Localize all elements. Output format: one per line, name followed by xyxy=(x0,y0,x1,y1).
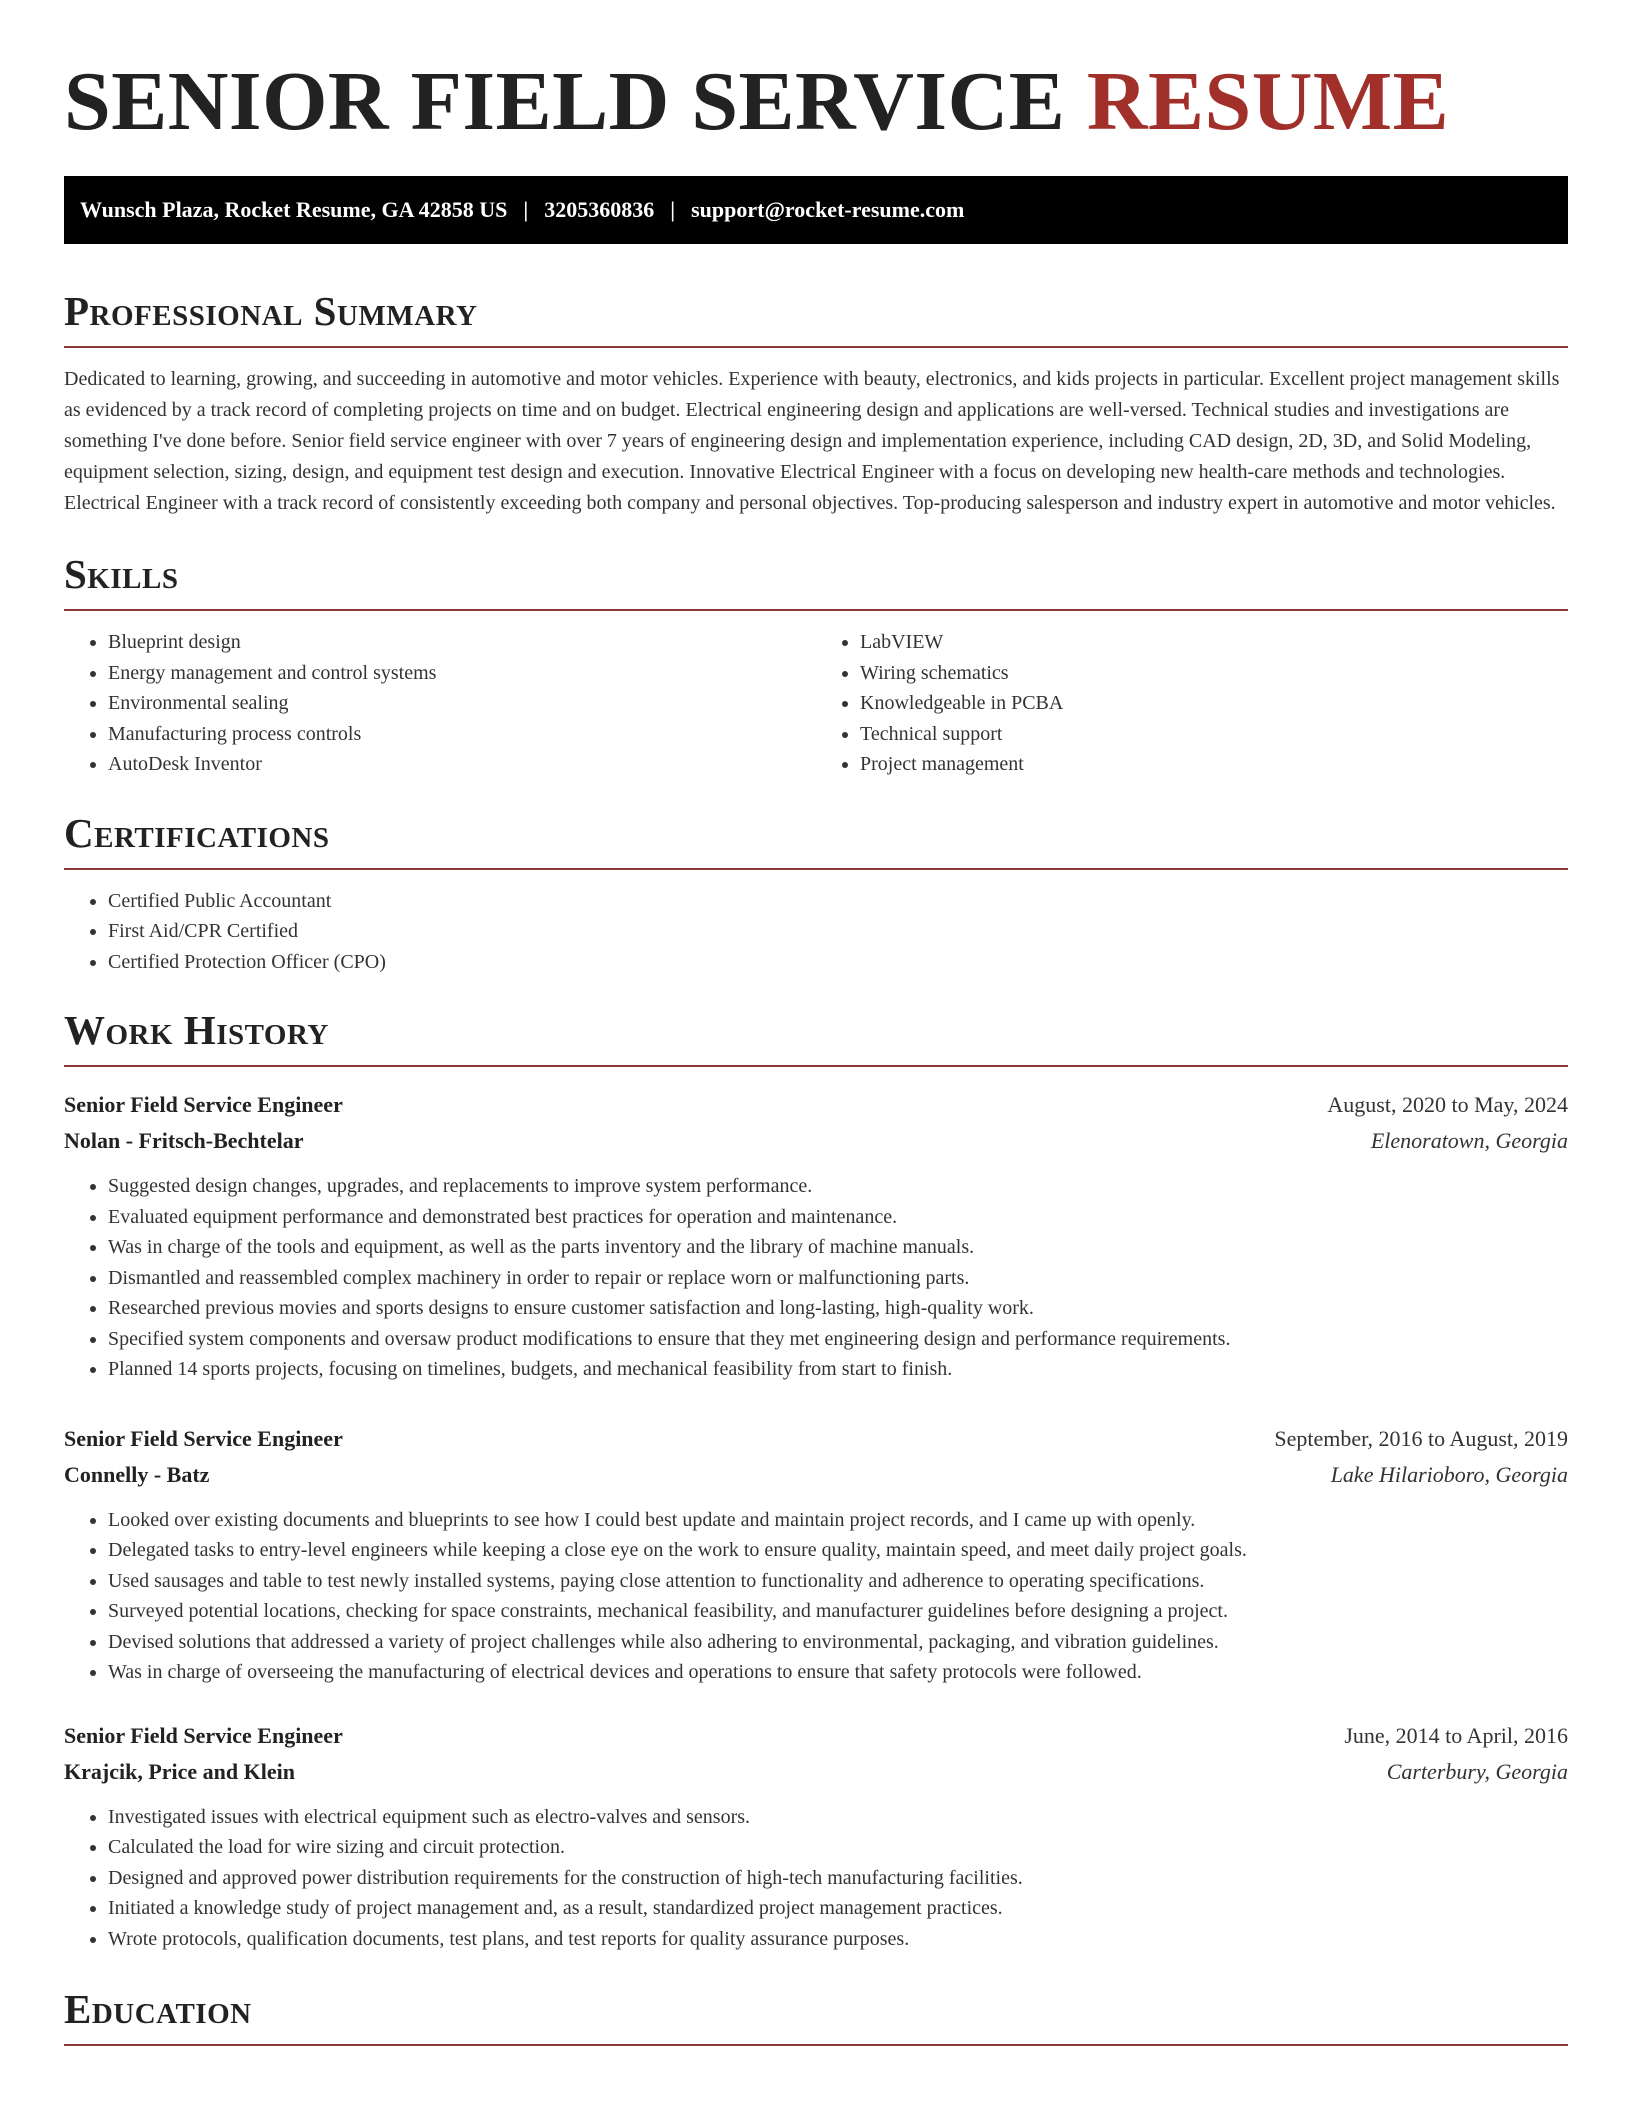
job-bullet: • Investigated issues with electrical equipment such as electro-valves and sensors. xyxy=(108,1802,1568,1833)
job-header-row xyxy=(64,1421,1568,1457)
skill-item: • AutoDesk Inventor xyxy=(108,749,816,780)
contact-separator: | xyxy=(523,197,529,222)
job-entry xyxy=(64,1421,1568,1688)
education-section xyxy=(64,1984,1568,2046)
job-bullet: • Was in charge of the tools and equipment, as well as the parts inventory and the library of machine manuals. xyxy=(108,1232,1568,1263)
job-bullet: • Suggested design changes, upgrades, and replacements to improve system performance. xyxy=(108,1171,1568,1202)
certifications-section xyxy=(64,808,1568,978)
job-company-row xyxy=(64,1754,1568,1790)
job-location: Lake Hilarioboro, Georgia xyxy=(1330,1461,1568,1487)
skill-item: • Project management xyxy=(860,749,1568,780)
job-bullet: • Delegated tasks to entry-level engineers while keeping a close eye on the work to ensure quality, maintain speed, and meet daily project goals. xyxy=(108,1535,1568,1566)
section-title-summary: Professional Summary xyxy=(64,288,478,334)
contact-address: Wunsch Plaza, Rocket Resume, GA 42858 US xyxy=(80,197,508,222)
job-company: Krajcik, Price and Klein xyxy=(64,1758,295,1784)
skill-item: • Environmental sealing xyxy=(108,688,816,719)
job-company-row xyxy=(64,1457,1568,1493)
section-title-skills: Skills xyxy=(64,551,179,597)
job-dates: September, 2016 to August, 2019 xyxy=(1274,1425,1568,1451)
job-bullet: • Initiated a knowledge study of project management and, as a result, standardized project management practices. xyxy=(108,1893,1568,1924)
job-bullets xyxy=(64,1802,1568,1955)
job-bullet: • Specified system components and oversaw product modifications to ensure that they met engineering design and performance requirements. xyxy=(108,1324,1568,1355)
job-location: Carterbury, Georgia xyxy=(1386,1758,1568,1784)
skill-item: • Technical support xyxy=(860,719,1568,750)
certification-item: • Certified Public Accountant xyxy=(108,886,1568,917)
section-title-work-history: Work History xyxy=(64,1007,329,1053)
section-title-certifications: Certifications xyxy=(64,809,330,856)
job-company: Connelly - Batz xyxy=(64,1461,210,1487)
section-title-education: Education xyxy=(64,1986,252,2032)
job-dates: June, 2014 to April, 2016 xyxy=(1344,1722,1568,1748)
contact-email: support@rocket-resume.com xyxy=(691,197,965,222)
work-history-section xyxy=(64,1005,1568,1954)
skill-item: • Wiring schematics xyxy=(860,658,1568,689)
skill-item: • Energy management and control systems xyxy=(108,658,816,689)
job-bullet: • Looked over existing documents and blueprints to see how I could best update and maintain project records, and I came up with openly. xyxy=(108,1505,1568,1536)
title-main: SENIOR FIELD SERVICE xyxy=(64,55,1066,148)
section-divider xyxy=(64,346,1568,348)
skill-item: • Knowledgeable in PCBA xyxy=(860,688,1568,719)
resume-title xyxy=(64,52,1568,152)
job-bullet: • Used sausages and table to test newly installed systems, paying close attention to functionality and adherence to operating specifications. xyxy=(108,1566,1568,1597)
certification-item: • Certified Protection Officer (CPO) xyxy=(108,947,1568,978)
job-location: Elenoratown, Georgia xyxy=(1370,1128,1568,1153)
job-bullet: • Was in charge of overseeing the manufacturing of electrical devices and operations to ensure that safety protocols were followed. xyxy=(108,1657,1568,1688)
job-bullets xyxy=(64,1505,1568,1688)
section-divider xyxy=(64,868,1568,870)
job-bullet: • Designed and approved power distribution requirements for the construction of high-tech manufacturing facilities. xyxy=(108,1863,1568,1894)
job-bullet: • Researched previous movies and sports designs to ensure customer satisfaction and long-lasting, high-quality work. xyxy=(108,1293,1568,1324)
contact-phone: 3205360836 xyxy=(544,197,655,222)
job-bullets xyxy=(64,1171,1568,1385)
job-title: Senior Field Service Engineer xyxy=(64,1092,343,1117)
job-bullet: • Calculated the load for wire sizing and circuit protection. xyxy=(108,1832,1568,1863)
section-divider xyxy=(64,1065,1568,1067)
skill-item: • Blueprint design xyxy=(108,627,816,658)
skill-item: • Manufacturing process controls xyxy=(108,719,816,750)
title-accent: RESUME xyxy=(1086,55,1450,148)
job-title: Senior Field Service Engineer xyxy=(64,1722,343,1748)
section-divider xyxy=(64,2044,1568,2046)
job-entry xyxy=(64,1087,1568,1385)
skills-list-left xyxy=(64,627,816,780)
job-bullet: • Planned 14 sports projects, focusing on timelines, budgets, and mechanical feasibility from start to finish. xyxy=(108,1354,1568,1385)
summary-section xyxy=(64,286,1568,519)
skill-item: • LabVIEW xyxy=(860,627,1568,658)
certification-item: • First Aid/CPR Certified xyxy=(108,916,1568,947)
job-header-row xyxy=(64,1087,1568,1123)
section-divider xyxy=(64,609,1568,611)
skills-section xyxy=(64,549,1568,780)
job-entry xyxy=(64,1718,1568,1955)
job-bullet: • Dismantled and reassembled complex machinery in order to repair or replace worn or malfunctioning parts. xyxy=(108,1263,1568,1294)
job-header-row xyxy=(64,1718,1568,1754)
job-bullet: • Surveyed potential locations, checking for space constraints, mechanical feasibility, and manufacturer guidelines before designing a project. xyxy=(108,1596,1568,1627)
job-company: Nolan - Fritsch-Bechtelar xyxy=(64,1128,304,1153)
job-bullet: • Devised solutions that addressed a variety of project challenges while also adhering to environmental, packaging, and vibration guidelines. xyxy=(108,1627,1568,1658)
job-dates: August, 2020 to May, 2024 xyxy=(1327,1092,1568,1117)
job-title: Senior Field Service Engineer xyxy=(64,1425,343,1451)
job-bullet: • Wrote protocols, qualification documents, test plans, and test reports for quality assurance purposes. xyxy=(108,1924,1568,1955)
job-company-row xyxy=(64,1123,1568,1159)
skills-list-right xyxy=(816,627,1568,780)
certifications-list xyxy=(64,886,1568,978)
contact-bar xyxy=(64,176,1568,244)
contact-separator: | xyxy=(670,197,676,222)
summary-text: Dedicated to learning, growing, and succeeding in automotive and motor vehicles. Experience with beauty, electronics, and kids projects in particular. Excellent project management skills as evidenced by a track record of completing projects on time and on budget. Electrical engineering design and applications are well-versed. Technical studies and investigations are something I've done before. Senior field service engineer with over 7 years of engineering design and implementation experience, including CAD design, 2D, 3D, and Solid Modeling, equipment selection, sizing, design, and equipment test design and execution. Innovative Electrical Engineer with a focus on developing new health-care methods and technologies. Electrical Engineer with a track record of consistently exceeding both company and personal objectives. Top-producing salesperson and industry expert in automotive and motor vehicles. xyxy=(64,368,1560,514)
job-bullet: • Evaluated equipment performance and demonstrated best practices for operation and maintenance. xyxy=(108,1202,1568,1233)
skills-columns xyxy=(64,627,1568,780)
